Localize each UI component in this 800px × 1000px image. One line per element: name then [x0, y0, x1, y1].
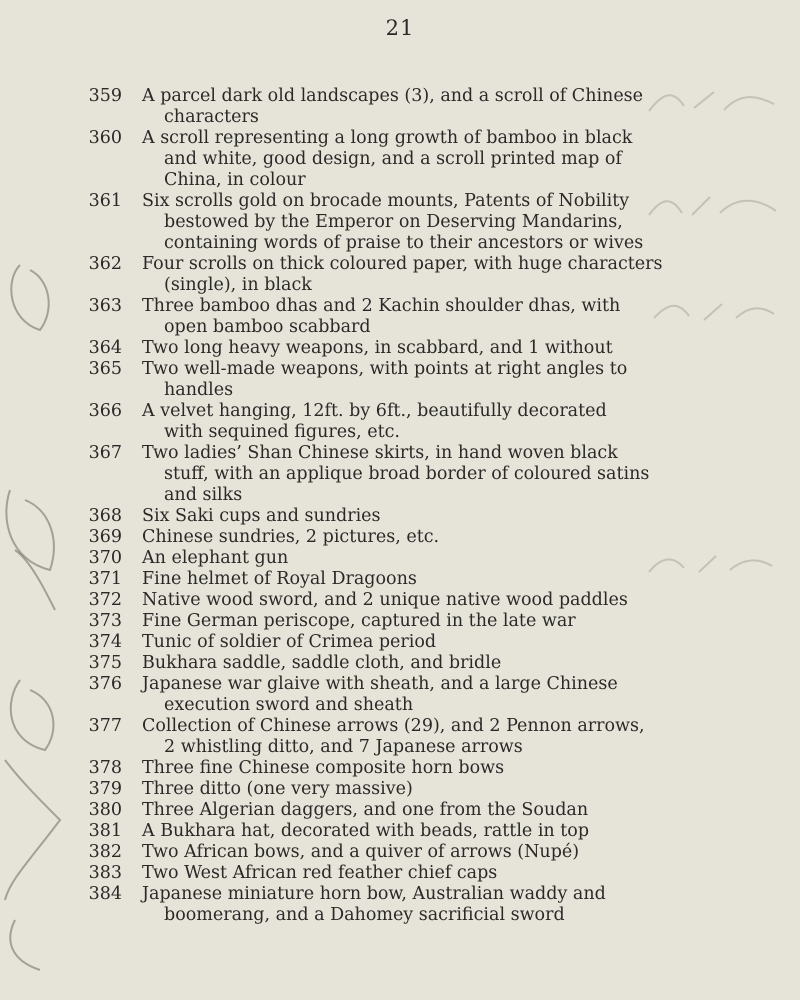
lot-number: 370 [88, 548, 122, 568]
lot-description: Fine helmet of Royal Dragoons [142, 569, 417, 589]
lot-number: 366 [88, 401, 122, 421]
lot-description: Japanese miniature horn bow, Australian waddy and boomerang, and a Dahomey sacrificial sword [142, 884, 606, 925]
lot-description: Tunic of soldier of Crimea period [142, 632, 437, 652]
lot-number: 375 [88, 653, 122, 673]
lot-number: 369 [88, 527, 122, 547]
lot-description: Six Saki cups and sundries [142, 506, 381, 526]
lot-description: Two long heavy weapons, in scabbard, and 1 without [142, 338, 613, 358]
lot-description: Two ladies’ Shan Chinese skirts, in hand woven black stuff, with an applique broad border of coloured satins and silks [142, 443, 650, 505]
lot-number: 364 [88, 338, 122, 358]
lot-number: 367 [88, 443, 122, 463]
lot-number: 381 [88, 821, 122, 841]
handwritten-annotation [644, 548, 784, 578]
handwritten-annotation [644, 296, 784, 326]
lot-number: 382 [88, 842, 122, 862]
lot-description: Three Algerian daggers, and one from the Soudan [142, 800, 589, 820]
lot-number: 376 [88, 674, 122, 694]
lot-description: Fine German periscope, captured in the late war [142, 611, 576, 631]
lot-number: 379 [88, 779, 122, 799]
lot-description: Collection of Chinese arrows (29), and 2 Pennon arrows, 2 whistling ditto, and 7 Japanese arrows [142, 716, 645, 757]
handwritten-annotation [644, 86, 784, 116]
lot-number: 368 [88, 506, 122, 526]
lot-number: 363 [88, 296, 122, 316]
lot-number: 360 [88, 128, 122, 148]
lot-description: Six scrolls gold on brocade mounts, Patents of Nobility bestowed by the Emperor on Deserving Mandarins, containing words of praise to their ancestors or wives [142, 191, 644, 253]
lot-description: Two West African red feather chief caps [142, 863, 498, 883]
lot-description: Four scrolls on thick coloured paper, with huge characters (single), in black [142, 254, 663, 295]
lot-description: Three fine Chinese composite horn bows [142, 758, 505, 778]
lot-description: Two well-made weapons, with points at right angles to handles [142, 359, 628, 400]
lot-number: 372 [88, 590, 122, 610]
lot-number: 384 [88, 884, 122, 904]
lot-description: Three bamboo dhas and 2 Kachin shoulder dhas, with open bamboo scabbard [142, 296, 621, 337]
lot-description: Three ditto (one very massive) [142, 779, 413, 799]
lot-description: A parcel dark old landscapes (3), and a scroll of Chinese characters [142, 86, 644, 127]
lot-description: An elephant gun [142, 548, 289, 568]
lot-number: 383 [88, 863, 122, 883]
lot-description: A velvet hanging, 12ft. by 6ft., beautifully decorated with sequined figures, etc. [142, 401, 607, 442]
lot-number: 378 [88, 758, 122, 778]
lot-description: Bukhara saddle, saddle cloth, and bridle [142, 653, 502, 673]
lot-number: 362 [88, 254, 122, 274]
lot-number: 361 [88, 191, 122, 211]
lot-number: 365 [88, 359, 122, 379]
lot-description: A scroll representing a long growth of bamboo in black and white, good design, and a scroll printed map of China, in colour [142, 128, 633, 190]
lot-number: 377 [88, 716, 122, 736]
lot-number: 359 [88, 86, 122, 106]
page-number: 21 [385, 16, 415, 40]
handwritten-annotation [644, 191, 784, 221]
lot-description: A Bukhara hat, decorated with beads, rattle in top [142, 821, 590, 841]
lot-description: Two African bows, and a quiver of arrows (Nupé) [142, 842, 580, 862]
lot-number: 374 [88, 632, 122, 652]
lot-description: Native wood sword, and 2 unique native wood paddles [142, 590, 628, 610]
lot-description: Chinese sundries, 2 pictures, etc. [142, 527, 440, 547]
lot-number: 371 [88, 569, 122, 589]
lot-description: Japanese war glaive with sheath, and a large Chinese execution sword and sheath [142, 674, 618, 715]
lot-number: 373 [88, 611, 122, 631]
lot-number: 380 [88, 800, 122, 820]
